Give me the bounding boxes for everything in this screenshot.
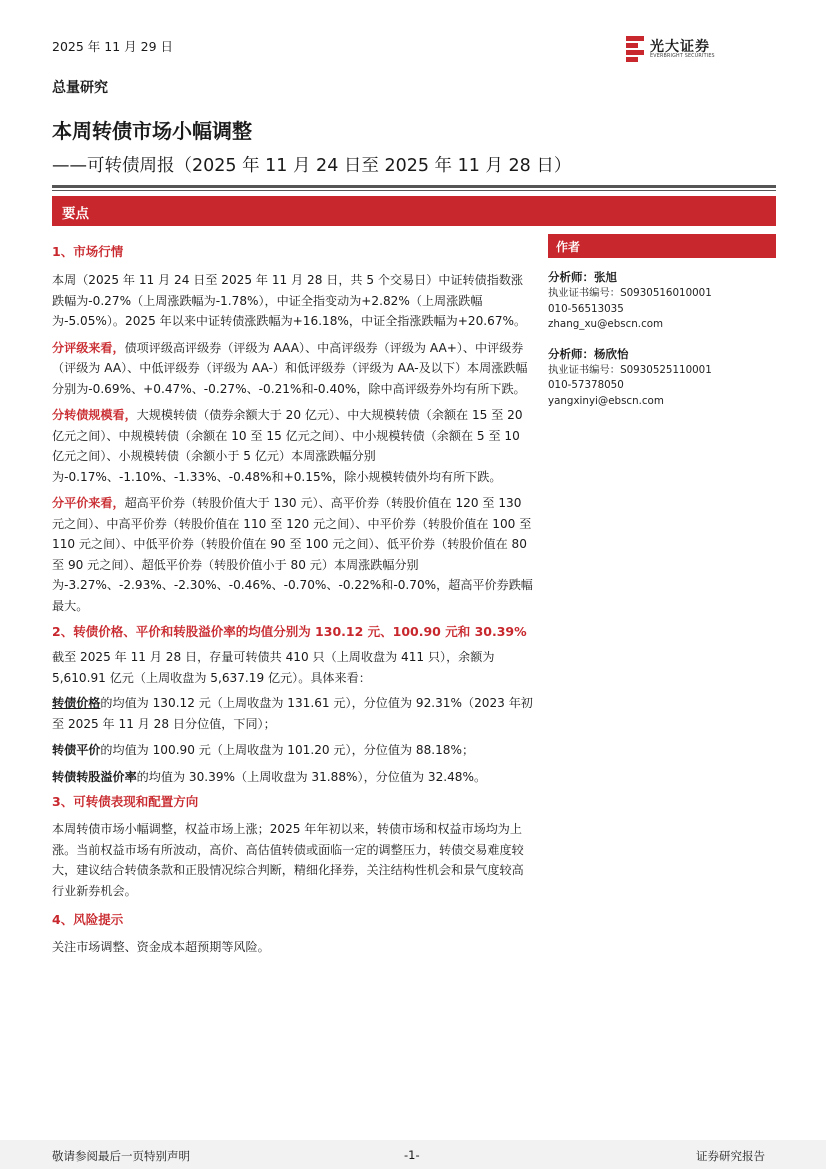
report-date: 2025 年 11 月 29 日: [52, 39, 173, 54]
analyst-card: [548, 345, 776, 410]
analyst-phone: 010-57378050: [548, 379, 624, 391]
paragraph: 转债转股溢价率的均值为 30.39%（上周收盘为 31.88%），分位值为 32.48%。: [52, 769, 487, 784]
section-heading: 2、转债价格、平价和转股溢价率的均值分别为 130.12 元、100.90 元和 30.39%: [52, 624, 527, 639]
page-number: -1-: [404, 1148, 420, 1162]
paragraph: 本周（2025 年 11 月 24 日至 2025 年 11 月 28 日，共 5 个交易日）中证转债指数涨跌幅为-0.27%（上周涨跌幅为-1.78%），中证全指变动为+2.82%（上周涨跌幅为-5.05%）。2025 年以来中证转债涨跌幅为+16.18%，中证全指涨跌幅为+20.67%。: [52, 273, 527, 328]
paragraph-lead: 分平价来看，: [52, 496, 125, 510]
analyst-phone: 010-56513035: [548, 302, 624, 315]
paragraph: 分转债规模看，大规模转债（债券余额大于 20 亿元）、中大规模转债（余额在 15 至 20 亿元之间）、中规模转债（余额在 10 至 15 亿元之间）、中小规模转债（余额在 5 至 10 亿元之间）、小规模转债（余额小于 5 亿元）本周涨跌幅分别为-0.17%、-1.10%、-1.33%、-0.48%和+0.15%，除小规模转债外均有所下跌。: [52, 408, 523, 484]
section-heading: 4、风险提示: [52, 912, 124, 927]
logo-mark-icon: [626, 36, 644, 62]
paragraph: 关注市场调整、资金成本超预期等风险。: [52, 940, 270, 954]
analyst-cert: 执业证书编号：S0930525110001: [548, 363, 712, 376]
paragraph: 分平价来看，超高平价券（转股价值大于 130 元）、高平价券（转股价值在 120 至 130 元之间）、中高平价券（转股价值在 110 至 120 元之间）、中平价券（转股价值在 100 至 110 元之间）、中低平价券（转股价值在 90 至 100 元之间）、低平价券（转股价值在 80 至 90 元之间）、超低平价券（转股价值小于 80 元）本周涨跌幅分别为-3.27%、-2.93%、-2.30%、-0.46%、-0.70%、-0.22%和-0.70%，超高平价券跌幅最大。: [52, 496, 533, 613]
paragraph: 转债平价的均值为 100.90 元（上周收盘为 101.20 元），分位值为 88.18%；: [52, 743, 475, 757]
main-content: [52, 240, 534, 958]
sidebar-title: 作者: [548, 234, 776, 258]
section-heading: 1、市场行情: [52, 244, 124, 259]
header-divider-thin: [52, 190, 776, 191]
key-points-bar: [52, 196, 776, 226]
brand-logo: [626, 36, 736, 66]
author-sidebar: [548, 234, 776, 409]
paragraph-lead: 转债转股溢价率: [52, 769, 137, 784]
paragraph: 本周转债市场小幅调整，权益市场上涨；2025 年年初以来，转债市场和权益市场均为上涨。当前权益市场有所波动，高价、高估值转债或面临一定的调整压力，转债交易难度较大，建议结合转债条款和正股情况综合判断，精细化择券，关注结构性机会和景气度较高行业新券机会。: [52, 822, 524, 898]
analyst-email[interactable]: yangxinyi@ebscn.com: [548, 394, 664, 407]
logo-text-en: EVERBRIGHT SECURITIES: [650, 54, 715, 59]
analyst-name: 分析师：张旭: [548, 270, 617, 284]
key-points-label: 要点: [62, 206, 89, 222]
paragraph-lead: 转债平价: [52, 743, 101, 757]
logo-text-cn: 光大证券: [650, 39, 710, 55]
page-title: 本周转债市场小幅调整: [52, 119, 252, 143]
paragraph: 转债价格的均值为 130.12 元（上周收盘为 131.61 元），分位值为 92.31%（2023 年初至 2025 年 11 月 28 日分位值，下同）；: [52, 696, 533, 731]
footer-disclaimer: 敬请参阅最后一页特别声明: [52, 1149, 190, 1163]
page-subtitle: ——可转债周报（2025 年 11 月 24 日至 2025 年 11 月 28 日）: [52, 156, 572, 176]
analyst-name: 分析师：杨欣怡: [548, 346, 629, 361]
paragraph-lead: 分评级来看，: [52, 340, 125, 355]
analyst-card: [548, 268, 776, 333]
paragraph-lead: 分转债规模看，: [52, 408, 137, 422]
page-footer: [0, 1140, 826, 1169]
section-heading: 3、可转债表现和配置方向: [52, 794, 199, 809]
paragraph: 分评级来看，债项评级高评级券（评级为 AAA）、中高评级券（评级为 AA+）、中评级券（评级为 AA）、中低评级券（评级为 AA-）和低评级券（评级为 AA-及以下）本周涨跌幅分别为-0.69%、+0.47%、-0.27%、-0.21%和-0.40%，除中高评级券外均有所下跌。: [52, 340, 528, 396]
footer-doc-type: 证券研究报告: [696, 1149, 765, 1163]
paragraph-lead: 转债价格: [52, 696, 101, 710]
analyst-email[interactable]: zhang_xu@ebscn.com: [548, 318, 664, 330]
header-divider-thick: [52, 185, 776, 188]
analyst-cert: 执业证书编号：S0930516010001: [548, 287, 712, 299]
report-category: 总量研究: [52, 80, 108, 96]
paragraph: 截至 2025 年 11 月 28 日，存量可转债共 410 只（上周收盘为 411 只），余额为 5,610.91 亿元（上周收盘为 5,637.19 亿元）。具体来看：: [52, 650, 495, 685]
